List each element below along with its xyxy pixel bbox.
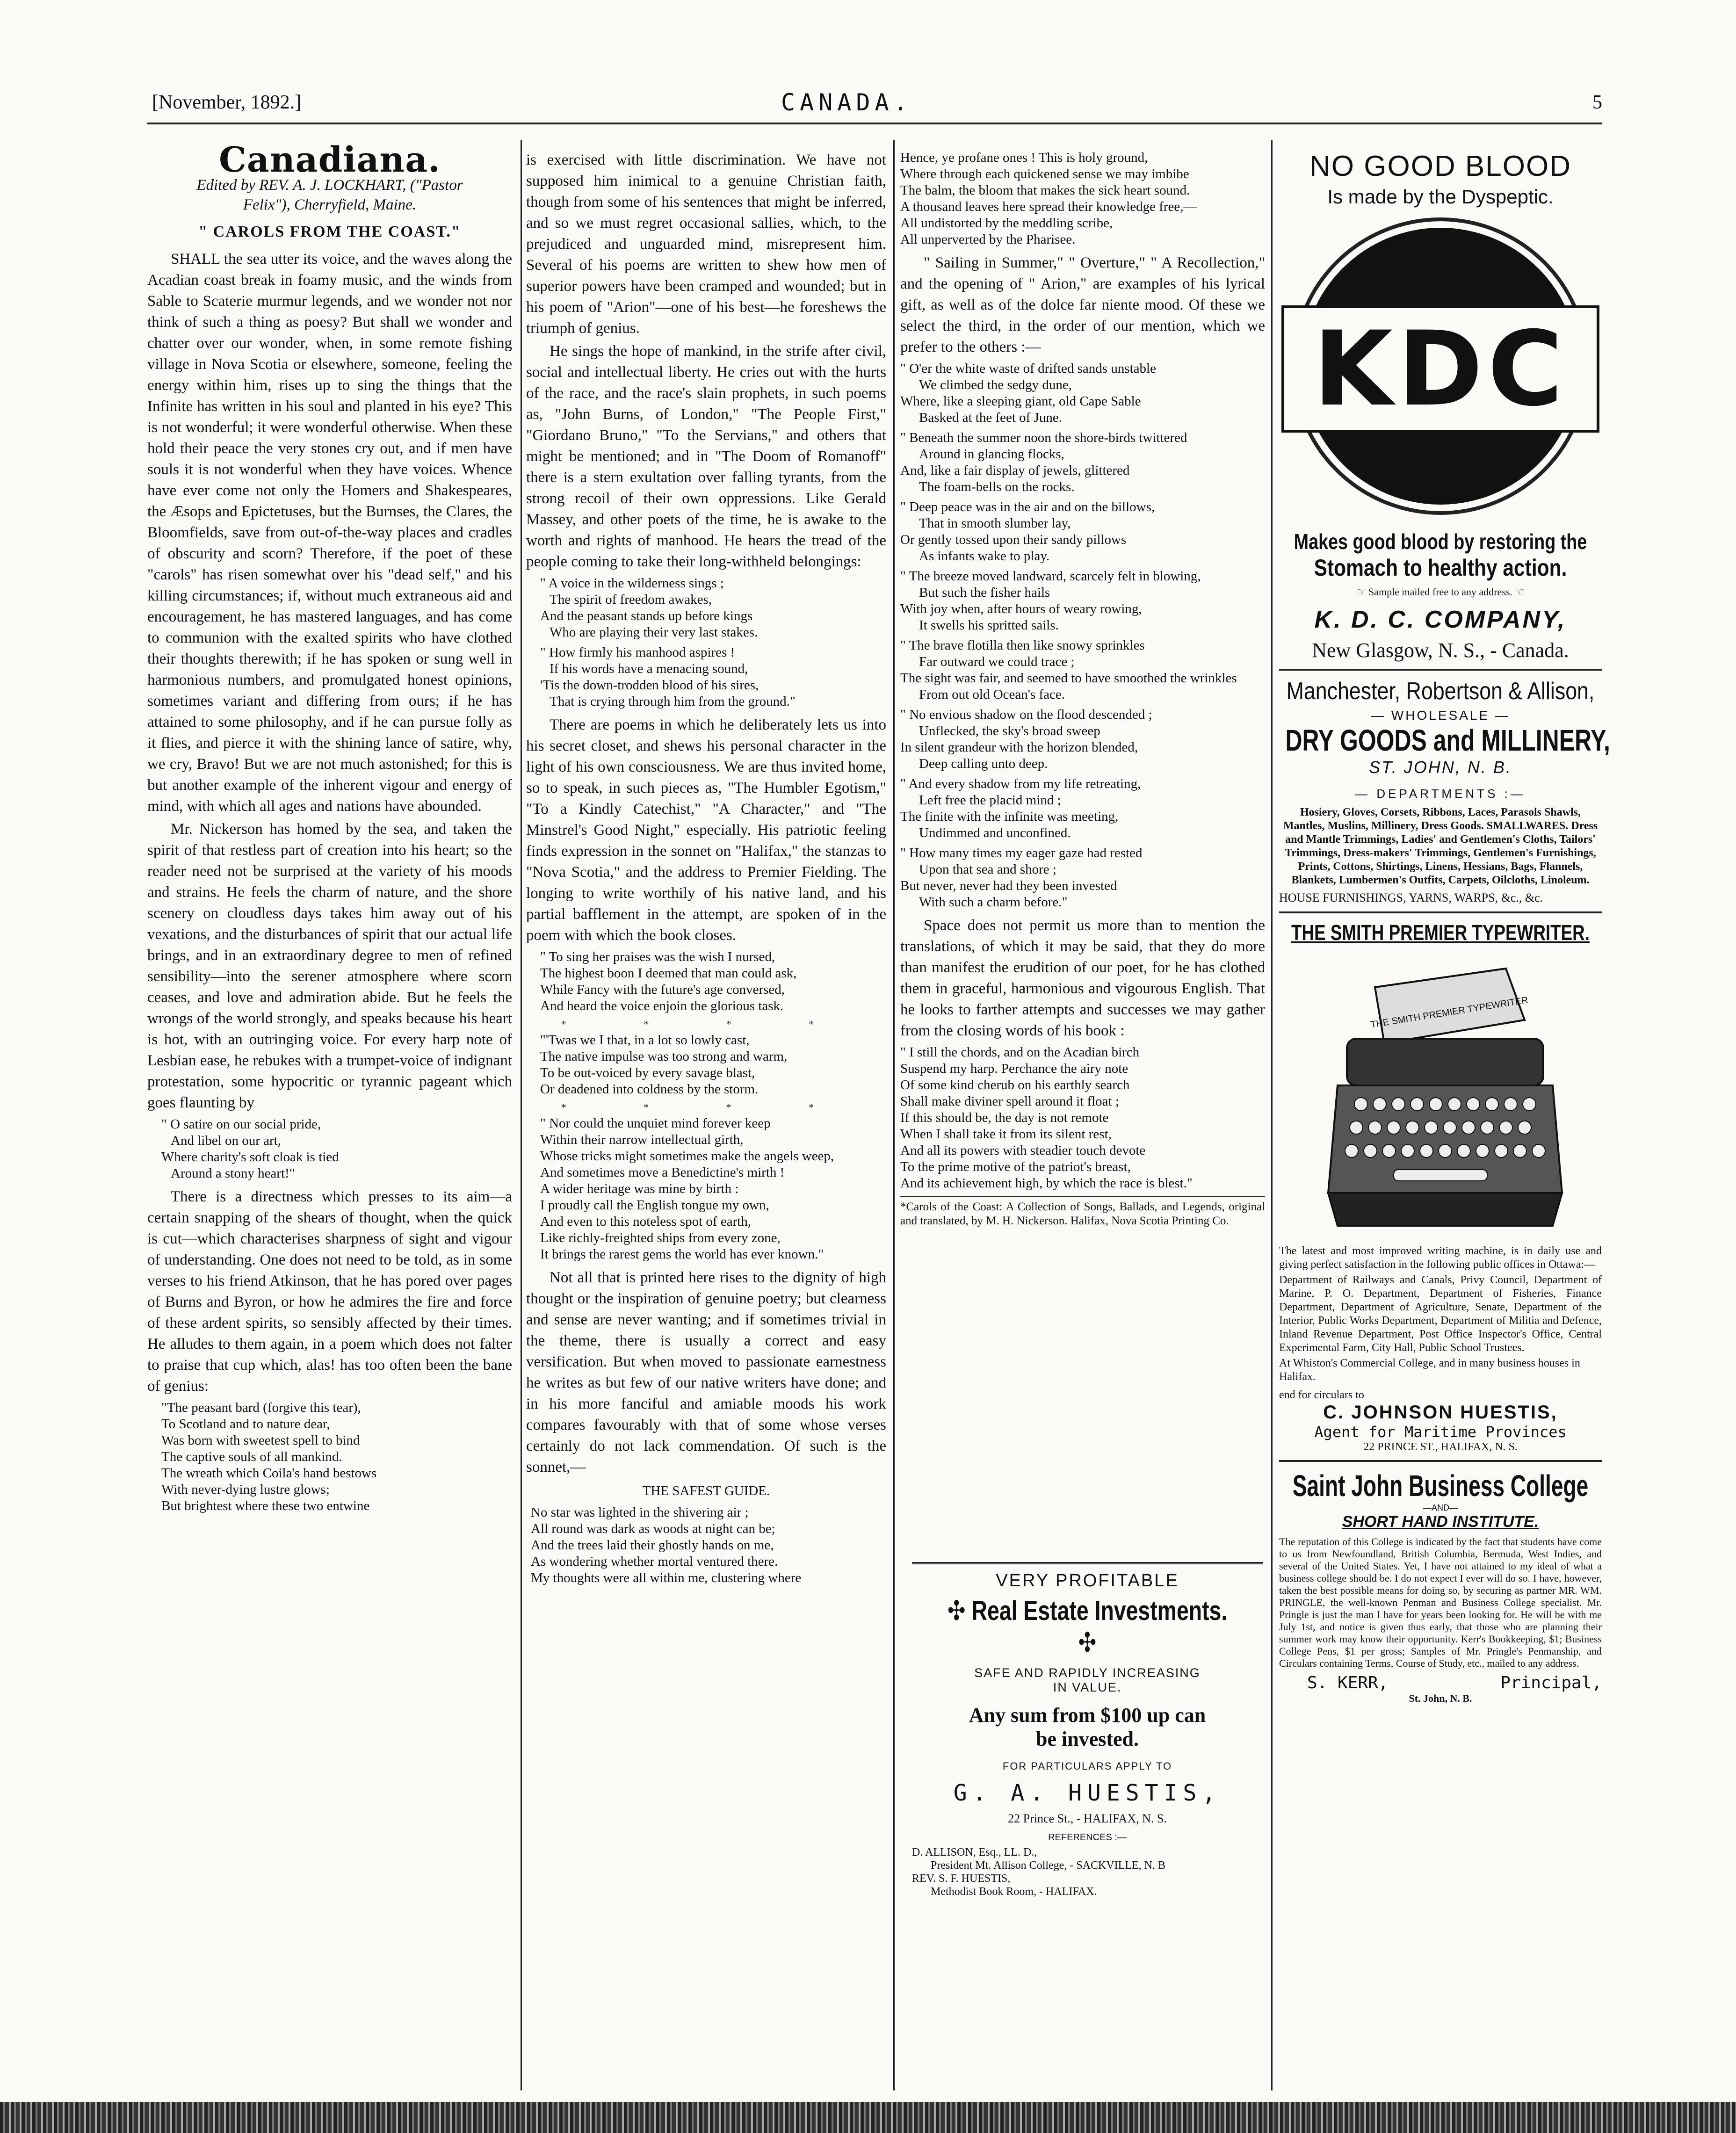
ad-name: G. A. HUESTIS, — [953, 1780, 1222, 1806]
poem-line: Or gently tossed upon their sandy pillows — [900, 532, 1127, 547]
kdc-logo — [1292, 217, 1589, 515]
poem-line: No star was lighted in the shivering air ; — [531, 1505, 749, 1520]
agent-title: Agent for Maritime Provinces — [1314, 1423, 1567, 1441]
paragraph: " Sailing in Summer," " Overture," " A Recollection," and the opening of " Arion," are examples of his lyrical gift, as well as of the dolce far niente mood. Of these we select the third, in the order of our mention, which we prefer to the others :— — [900, 254, 1265, 355]
principal-name: S. KERR, — [1307, 1673, 1389, 1692]
poem-line: And all its powers with steadier touch devote — [900, 1143, 1146, 1158]
poem-line: Shall make diviner spell around it float ; — [900, 1094, 1119, 1109]
company-name: Manchester, Robertson & Allison, — [1286, 678, 1595, 705]
ad-headline: Saint John Business College — [1292, 1469, 1589, 1503]
reference-line: President Mt. Allison College, - SACKVILLE, N. B — [931, 1859, 1165, 1872]
poem-excerpt — [900, 150, 1265, 248]
poem-line: Where through each quickened sense we may imbibe — [900, 166, 1189, 181]
article-byline — [147, 175, 512, 215]
poem-line: And even to this noteless spot of earth, — [540, 1214, 752, 1229]
page-number: 5 — [1592, 92, 1602, 113]
column-2 — [526, 150, 886, 1591]
poem-line: And libel on our art, — [171, 1133, 281, 1148]
ad-headline: NO GOOD BLOOD — [1309, 150, 1571, 182]
poem-line: We climbed the sedgy dune, — [919, 377, 1072, 392]
poem-line: "'Twas we I that, in a lot so lowly cast, — [540, 1033, 750, 1048]
poem-excerpt — [900, 361, 1265, 911]
kdc-logo-text: KDC — [1281, 305, 1599, 433]
ad-divider — [1279, 669, 1602, 671]
manchester-ad — [1279, 677, 1610, 905]
ad-line: REFERENCES :— — [1048, 1832, 1127, 1843]
poem-line: " O'er the white waste of drifted sands unstable — [900, 361, 1156, 376]
kdc-ad — [1279, 150, 1602, 662]
company-address: New Glasgow, N. S., - Canada. — [1312, 639, 1569, 662]
typewriter-illustration — [1309, 950, 1571, 1240]
poem-line: It swells his spritted sails. — [919, 618, 1059, 633]
stanza-separator: * * * * — [561, 1101, 852, 1113]
ad-divider — [1279, 911, 1602, 913]
poem-line: " And every shadow from my life retreating, — [900, 776, 1141, 791]
ad-line: — DEPARTMENTS :— — [1355, 787, 1526, 801]
poem-line: With joy when, after hours of weary rowing, — [900, 601, 1142, 616]
poem-line: Where charity's soft cloak is tied — [161, 1150, 339, 1164]
poem-line: As wondering whether mortal ventured there. — [531, 1554, 778, 1569]
poem-line: " Nor could the unquiet mind forever keep — [540, 1116, 771, 1131]
poem-line: The balm, the bloom that makes the sick heart sound. — [900, 183, 1190, 198]
poem-line: And heard the voice enjoin the glorious task. — [540, 998, 784, 1013]
ad-body: Department of Railways and Canals, Privy Council, Department of Marine, P. O. Department, Department of Fisheries, Finance Department, Department of Agriculture, Senate, Department of the Interior, Public Works Department, Department of Militia and Defence, Inland Revenue Department, Post Office Inspector's Office, Central Experimental Farm, City Hall, Public School Trustees. — [1279, 1274, 1602, 1354]
column-1 — [147, 140, 512, 1519]
ad-line: ☞ Sample mailed free to any address. ☜ — [1356, 586, 1525, 598]
poem-line: But never, never had they been invested — [900, 878, 1117, 893]
poem-line: With such a charm before." — [919, 895, 1068, 910]
poem-line: From out old Ocean's face. — [919, 687, 1065, 702]
paragraph: Not all that is printed here rises to the dignity of high thought or the inspiration of genuine poetry; but clearness and sense are never wanting; and if sometimes trivial in the theme, there is usually a correct and easy versification. But when moved to passionate earnestness he writes as but few of our native writers have done; and in his more fanciful and amiable moods his work compares favourably with that of some whose verses certainly do not lack commendation. Of such is the sonnet,— — [526, 1269, 886, 1475]
footnote: *Carols of the Coast: A Collection of Songs, Ballads, and Legends, original and translated, by M. H. Nickerson. Halifax, Nova Scotia Printing Co. — [900, 1196, 1265, 1228]
scan-edge — [0, 2102, 1736, 2133]
poem-line: All unperverted by the Pharisee. — [900, 232, 1076, 247]
poem-line: Where, like a sleeping giant, old Cape Sable — [900, 394, 1141, 409]
poem-line: " To sing her praises was the wish I nursed, — [540, 949, 775, 964]
paragraph: is exercised with little discrimination. We have not supposed him inimical to a genuine Christian faith, though from some of his sentences that might be inferred, and so we must regret occasional sallies, which, to the prejudiced and unguarded mind, misrepresent him. Several of his poems are written to shew how men of superior powers have been cramped and wounded; but in his poem of "Arion"—one of his best—he foreshews the triumph of genius. — [526, 152, 886, 337]
poem-line: The highest boon I deemed that man could ask, — [540, 966, 797, 981]
poem-line: But brightest where these two entwine — [161, 1498, 370, 1513]
poem-line: While Fancy with the future's age conversed, — [540, 982, 785, 997]
agent-address: 22 PRINCE ST., HALIFAX, N. S. — [1363, 1441, 1518, 1453]
poem-line: Of some kind cherub on his earthly search — [900, 1077, 1130, 1092]
poem-line: And the trees laid their ghostly hands on me, — [531, 1538, 774, 1553]
ad-divider — [1279, 1460, 1602, 1462]
ad-line: Makes good blood by restoring the — [1294, 529, 1587, 554]
poem-line: When I shall take it from its silent rest, — [900, 1127, 1112, 1142]
paragraph: Mr. Nickerson has homed by the sea, and taken the spirit of that restless part of creation into his heart; so the reader need not be surprised at the variety of his moods and strains. He feels the charm of nature, and the shore scenery on cloudless days takes him away out of his vexations, and the disturbances of spirit that our actual life brings, and in an extraordinary degree to men of refined sensibility—into the serener atmosphere where scorn ceases, and love and admiration abide. But he feels the wrongs of the world strongly, and speaks because his heart is hot, with an outringing voice. For every harp note of Lesbian ease, he rebukes with a trumpet-voice of indignant protestation, some hypocritic or tyrannic pageant which goes flaunting by — [147, 821, 512, 1111]
poem-excerpt — [540, 1032, 886, 1098]
poem-excerpt — [540, 575, 886, 710]
poem-line: All undistorted by the meddling scribe, — [900, 216, 1113, 231]
poem-line: " O satire on our social pride, — [161, 1117, 321, 1132]
poem-line: My thoughts were all within me, clustering where — [531, 1570, 802, 1585]
ad-line: IN VALUE. — [1053, 1680, 1122, 1694]
poem-line: Left free the placid mind ; — [919, 793, 1061, 808]
poem-line: It brings the rarest gems the world has ever known." — [540, 1247, 824, 1262]
paragraph: Space does not permit us more than to mention the translations, of which it may be said, that they do more than manifest the erudition of our poet, for he has clothed them in graceful, harmonious and vigourous English. That he looks to farther attempts and successes we may gather from the closing words of his book : — [900, 917, 1265, 1039]
paragraph: There are poems in which he deliberately lets us into his secret closet, and shews his personal character in the light of his own consciousness. We are thus invited home, so to speak, in such pieces as, "The Humbler Egotism," "To a Kindly Catechist," "A Character," and "The Minstrel's Good Night," especially. His patriotic feeling finds expression in the sonnet on "Halifax," the stanzas to "Nova Scotia," and the address to Premier Fielding. The longing to write worthily of his native land, and his partial bafflement in the attempt, are spoken of in the poem with which the book closes. — [526, 716, 886, 944]
column-rule-2 — [893, 140, 895, 2090]
column-rule-1 — [521, 140, 522, 2090]
ad-line: Any sum from $100 up can — [969, 1704, 1206, 1727]
poem-line: The spirit of freedom awakes, — [550, 592, 712, 607]
reference-line: D. ALLISON, Esq., LL. D., — [912, 1846, 1037, 1858]
byline-line-1: Edited by REV. A. J. LOCKHART, ("Pastor — [196, 177, 463, 194]
poem-line: Upon that sea and shore ; — [919, 862, 1056, 877]
ad-line: be invested. — [1036, 1728, 1139, 1750]
poem-line: To the prime motive of the patriot's breast, — [900, 1159, 1131, 1174]
poem-line: I proudly call the English tongue my own, — [540, 1198, 769, 1213]
poem-line: A thousand leaves here spread their knowledge free,— — [900, 199, 1197, 214]
poem-line: "The peasant bard (forgive this tear), — [161, 1400, 361, 1415]
poem-line: Hence, ye profane ones ! This is holy ground, — [900, 150, 1148, 165]
column-3 — [900, 150, 1265, 1228]
agent-name: C. JOHNSON HUESTIS, — [1323, 1402, 1558, 1423]
poem-line: The wreath which Coila's hand bestows — [161, 1466, 377, 1481]
poem-line: The captive souls of all mankind. — [161, 1449, 342, 1464]
ad-headline: ✣ Real Estate Investments. ✣ — [947, 1596, 1228, 1658]
poem-line: If his words have a menacing sound, — [550, 661, 748, 676]
poem-line: Was born with sweetest spell to bind — [161, 1433, 360, 1448]
poem-line: All round was dark as woods at night can be; — [531, 1521, 775, 1536]
ad-line: SAFE AND RAPIDLY INCREASING — [974, 1666, 1201, 1680]
poem-line: Far outward we could trace ; — [919, 654, 1075, 669]
stanza-separator: * * * * — [561, 1018, 852, 1030]
ad-line: —AND— — [1423, 1503, 1458, 1512]
ad-headline: DRY GOODS and MILLINERY, — [1285, 723, 1610, 757]
poem-line: " How firmly his manhood aspires ! — [540, 645, 735, 660]
ad-subline: Is made by the Dyspeptic. — [1327, 186, 1554, 208]
poem-line: Deep calling unto deep. — [919, 756, 1048, 771]
poem-line: 'Tis the down-trodden blood of his sires, — [540, 678, 759, 693]
poem-line: In silent grandeur with the horizon blended, — [900, 740, 1138, 755]
paragraph: He sings the hope of mankind, in the strife after civil, social and intellectual liberty. He cries out with the hurts of the race, and the race's slain prophets, in such poems as, "John Burns, of London," "The People First," "Giordano Bruno," "To the Servians," and others that might be mentioned; and in "The Doom of Romanoff" there is a stern exultation over falling tyrants, from the strong recoil of their own oppressions. Like Gerald Massey, and other poets of the time, he is awake to the worth and rights of manhood. He hears the tread of the people coming to take their long-withheld belongings: — [526, 343, 886, 570]
poem-line: And, like a fair display of jewels, glittered — [900, 463, 1130, 478]
ad-body: The reputation of this College is indicated by the fact that students have come to us from Newfoundland, British Columbia, Bermuda, West Indies, and several of the United States. Yet, I have not attained to my ideal of what a business college should be. I do not expect I ever will do so. I have, however, taken the best possible means for doing so, by securing as partner MR. WM. PRINGLE, the well-known Penman and Business College specialist. Mr. Pringle is just the man I have for years been looking for. He will be with me July 1st, and notice is given thus early, that those who are planning their summer work may know their opportunity. Kerr's Bookkeeping, $1; Business College Pens, $1 per gross; Samples of Mr. Pringle's Penmanship, and Circulars containing Terms, Course of Study, etc., mailed to any address. — [1279, 1536, 1602, 1669]
poem-line: But such the fisher hails — [919, 585, 1050, 600]
poem-line: The native impulse was too strong and warm, — [540, 1049, 788, 1064]
poem-excerpt — [540, 1115, 886, 1263]
header-rule — [147, 123, 1602, 124]
poem-line: Basked at the feet of June. — [919, 410, 1063, 425]
ad-body: The latest and most improved writing machine, is in daily use and giving perfect satisfaction in the following public offices in Ottawa:— — [1279, 1245, 1602, 1271]
poem-line: " How many times my eager gaze had rested — [900, 846, 1143, 860]
poem-line: Within their narrow intellectual girth, — [540, 1132, 744, 1147]
poem-line: Or deadened into coldness by the storm. — [540, 1082, 759, 1097]
poem-line: Undimmed and unconfined. — [919, 825, 1071, 840]
poem-line: " No envious shadow on the flood descended ; — [900, 707, 1152, 722]
poem-line: As infants wake to play. — [919, 549, 1050, 564]
smith-premier-ad — [1279, 920, 1602, 1453]
poem-line: To Scotland and to nature dear, — [161, 1417, 330, 1432]
column-rule-3 — [1271, 140, 1273, 2090]
paragraph: SHALL the sea utter its voice, and the waves along the Acadian coast break in foamy music, and the winds from Sable to Scaterie murmur legends, and we wonder not nor think of such a thing as poesy? But shall we wonder and chatter over our wonder, when, in some remote fishing village in Nova Scotia or elsewhere, someone, feeling the energy within him, rises up to sing the things that the Infinite has written in his soul and planted in his eye? This is not wonderful; it were wonderful otherwise. When these hold their peace the very stones cry out, and if men have souls it is not wonderful when they have voices. Whence have ever come not only the Homers and Shakespeares, the Æsops and Epictetuses, but the Burnses, the Clares, the Bloomfields, save from out-of-the-way places and cradles of obscurity and scorn? Therefore, if the poet of these "carols" has risen somewhat over his "dead self," and his killing circumstances; if, without much extraneous aid and encouragement, he has mastered languages, and has come to communion with the exalted spirits who have clothed their thoughts therewith; if he has spoken or sung well in harmonious numbers, and promulgated honest opinions, sometimes variant and differing from ours; if he has attained to some philosophy, and if he can pursue folly as it flies, and pierce it with the shining lance of satire, why, we cry, Bravo! But we are not much astonished; for this is but another example of the inherent vigour and energy of mind, with which all ages and nations have abounded. — [147, 251, 512, 815]
poem-excerpt — [161, 1400, 512, 1514]
ad-address: 22 Prince St., - HALIFAX, N. S. — [1008, 1812, 1167, 1825]
typewriter-label: THE SMITH PREMIER TYPEWRITER — [1370, 995, 1529, 1030]
ad-line: — WHOLESALE — — [1371, 708, 1510, 723]
poem-line: To be out-voiced by every savage blast, — [540, 1065, 755, 1080]
real-estate-ad — [912, 1562, 1263, 1898]
poem-line: " Deep peace was in the air and on the billows, — [900, 499, 1155, 514]
poem-line: Around in glancing flocks, — [919, 447, 1064, 462]
ad-body: Hosiery, Gloves, Corsets, Ribbons, Laces, Parasols Shawls, Mantles, Muslins, Millinery, Dress Goods. SMALLWARES. Dress and Mantle Trimmings, Ladies' and Gentlemen's Cloths, Tailors' Trimmings, Dress-makers' Trimmings, Gentlemen's Furnishings, Prints, Cottons, Shirtings, Linens, Hessians, Bags, Flannels, Blankets, Lumbermen's Outfits, Carpets, Oilcloths, Linoleum. — [1283, 806, 1598, 886]
poem-line: Whose tricks might sometimes make the angels weep, — [540, 1149, 834, 1164]
poem-line: " The breeze moved landward, scarcely felt in blowing, — [900, 569, 1201, 584]
ad-line: Stomach to healthy action. — [1314, 555, 1567, 581]
poem-line: " The brave flotilla then like snowy sprinkles — [900, 638, 1145, 653]
poem-line: If this should be, the day is not remote — [900, 1110, 1109, 1125]
poem-excerpt — [540, 949, 886, 1014]
ad-body: end for circulars to — [1279, 1389, 1364, 1401]
poem-line: A wider heritage was mine by birth : — [540, 1181, 739, 1196]
poem-line: And the peasant stands up before kings — [540, 608, 753, 623]
poem-line: That is crying through him from the ground." — [550, 694, 796, 709]
byline-line-2: Felix"), Cherryfield, Maine. — [243, 196, 417, 213]
ad-headline: THE SMITH PREMIER TYPEWRITER. — [1291, 920, 1590, 945]
issue-date: [November, 1892.] — [152, 92, 302, 113]
poem-excerpt — [161, 1116, 512, 1182]
poem-line: With never-dying lustre glows; — [161, 1482, 330, 1497]
paragraph: There is a directness which presses to its aim—a certain snapping of the shears of thought, when the quick is cut—which characterises sharpness of sight and vigour of understanding. One does not need to be told, as in some verses to his friend Atkinson, that he has pored over pages of Burns and Byron, or how he admires the fire and force of these ardent spirits, so sensibly affected by their times. He alludes to them again, in a poem which does not falter to praise that cup which, alas! has too often been the bane of genius: — [147, 1188, 512, 1395]
poem-excerpt — [900, 1044, 1265, 1192]
signature-line — [1279, 1673, 1602, 1692]
references — [912, 1846, 1263, 1898]
reference-line: Methodist Book Room, - HALIFAX. — [931, 1886, 1097, 1898]
ad-line: HOUSE FURNISHINGS, YARNS, WARPS, &c., &c. — [1279, 891, 1543, 904]
ad-line: SHORT HAND INSTITUTE. — [1342, 1513, 1539, 1531]
masthead: CANADA. — [781, 89, 912, 116]
sonnet-title: THE SAFEST GUIDE. — [642, 1483, 770, 1498]
poem-line: Who are playing their very last stakes. — [550, 625, 758, 640]
poem-line: Unflecked, the sky's broad sweep — [919, 723, 1100, 738]
company-name: K. D. C. COMPANY, — [1314, 606, 1567, 633]
poem-line: Like richly-freighted ships from every zone, — [540, 1230, 781, 1245]
poem-excerpt — [531, 1504, 886, 1586]
ad-line: FOR PARTICULARS APPLY TO — [1002, 1760, 1172, 1772]
poem-line: Around a stony heart!" — [171, 1166, 295, 1181]
poem-line: The finite with the infinite was meeting, — [900, 809, 1119, 824]
principal-title: Principal, — [1500, 1673, 1602, 1692]
ad-body: At Whiston's Commercial College, and in many business houses in Halifax. — [1279, 1357, 1580, 1383]
poem-line: " I still the chords, and on the Acadian birch — [900, 1045, 1140, 1060]
college-address: St. John, N. B. — [1409, 1692, 1472, 1704]
poem-line: That in smooth slumber lay, — [919, 516, 1071, 531]
business-college-ad — [1279, 1468, 1602, 1705]
ad-line: VERY PROFITABLE — [996, 1571, 1179, 1591]
reference-line: REV. S. F. HUESTIS, — [912, 1873, 1011, 1885]
poem-line: And its achievement high, by which the race is blest." — [900, 1176, 1193, 1191]
poem-line: The foam-bells on the rocks. — [919, 479, 1075, 494]
ad-line: ST. JOHN, N. B. — [1369, 758, 1512, 777]
column-4-ads — [1279, 150, 1610, 1705]
poem-line: And sometimes move a Benedictine's mirth ! — [540, 1165, 785, 1180]
article-subtitle: " CAROLS FROM THE COAST." — [198, 223, 461, 240]
poem-line: The sight was fair, and seemed to have smoothed the wrinkles — [900, 671, 1237, 686]
poem-line: " Beneath the summer noon the shore-birds twittered — [900, 430, 1187, 445]
article-title: Canadiana. — [219, 140, 441, 180]
poem-line: " A voice in the wilderness sings ; — [540, 576, 724, 591]
poem-line: Suspend my harp. Perchance the airy note — [900, 1061, 1128, 1076]
